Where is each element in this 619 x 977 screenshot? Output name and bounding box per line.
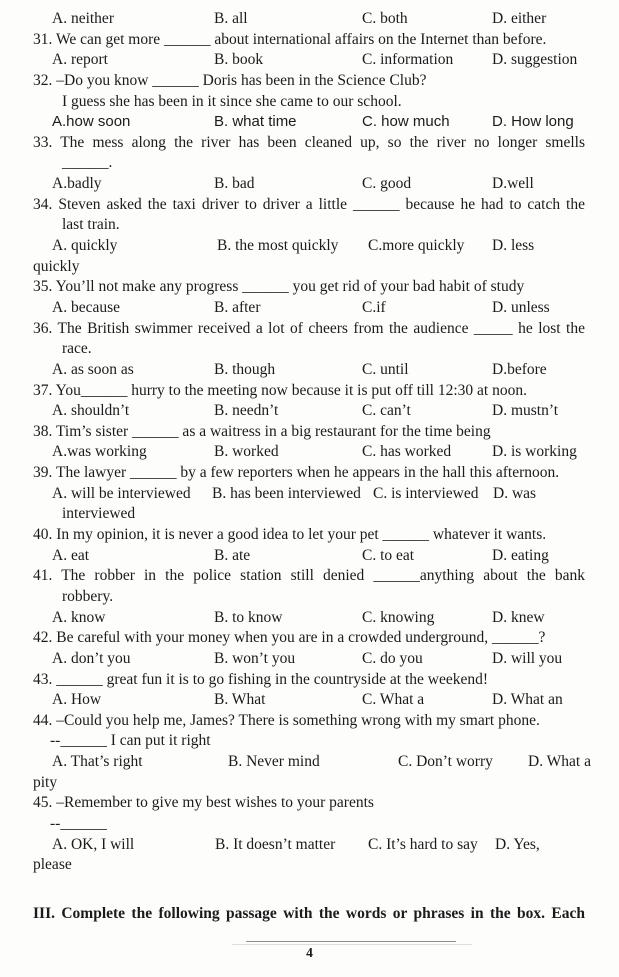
option-a: A. because	[52, 298, 120, 316]
option-b: B. book	[214, 51, 264, 69]
option-row	[0, 236, 619, 257]
option-b: B. ate	[214, 546, 251, 564]
question-line: 33. The mess along the river has been cleaned up, so the river no longer smells	[33, 133, 585, 151]
question-line: 32. –Do you know ______ Doris has been in the Science Club?	[33, 71, 427, 89]
question-line: robbery.	[62, 587, 114, 605]
option-c: C. do you	[362, 649, 423, 667]
option-row	[0, 401, 619, 422]
option-b: B. though	[214, 360, 276, 378]
option-d: D. Yes,	[495, 835, 540, 853]
option-row	[0, 442, 619, 463]
option-b: B. what time	[214, 113, 297, 131]
option-row	[0, 9, 619, 30]
option-b: B. the most quickly	[217, 237, 339, 255]
option-row	[0, 752, 619, 773]
option-a: A. How	[52, 691, 102, 709]
page-number: 4	[306, 945, 313, 960]
option-c: C.more quickly	[368, 237, 465, 255]
option-a: A. That’s right	[52, 753, 143, 771]
option-d: D. What an	[492, 691, 563, 709]
option-a: A. eat	[52, 546, 90, 564]
option-c: C. to eat	[362, 546, 415, 564]
question-list	[0, 9, 619, 876]
question-line: 42. Be careful with your money when you are in a crowded underground, ______?	[33, 629, 546, 647]
option-a: A.how soon	[52, 113, 131, 131]
question-line: pity	[33, 773, 58, 791]
option-b: B. needn’t	[214, 402, 279, 420]
option-b: B. after	[214, 298, 261, 316]
question-line: 40. In my opinion, it is never a good idea to let your pet ______ whatever it wants.	[33, 526, 547, 544]
option-a: A.was working	[52, 443, 147, 461]
question-line: 39. The lawyer ______ by a few reporters when he appears in the hall this afternoon.	[33, 464, 560, 482]
question-line: 45. –Remember to give my best wishes to your parents	[33, 794, 374, 812]
option-d: D. either	[492, 10, 547, 27]
option-row	[0, 298, 619, 319]
option-b: B. worked	[214, 443, 279, 461]
question-line: 38. Tim’s sister ______ as a waitress in a big restaurant for the time being	[33, 422, 491, 440]
option-d: D. less	[492, 237, 535, 255]
option-d: D. suggestion	[492, 51, 578, 69]
option-c: C. What a	[362, 691, 425, 709]
option-row	[0, 50, 619, 71]
question-line: --______	[50, 814, 107, 832]
section-heading: III. Complete the following passage with the words or phrases in the box. Each	[33, 905, 585, 922]
question-line: 34. Steven asked the taxi driver to driver a little ______ because he had to catch the	[33, 195, 585, 213]
option-d: D. will you	[492, 649, 563, 667]
question-line: 43. ______ great fun it is to go fishing in the countryside at the weekend!	[33, 670, 489, 688]
option-row	[0, 360, 619, 381]
option-c: C. Don’t worry	[398, 753, 493, 771]
question-line: 37. You______ hurry to the meeting now because it is put off till 12:30 at noon.	[33, 381, 527, 399]
option-a: A. quickly	[52, 237, 118, 255]
option-c: C. both	[362, 10, 408, 27]
option-d: D.before	[492, 360, 547, 378]
option-a: A. know	[52, 608, 106, 626]
option-d: D. mustn’t	[492, 402, 559, 420]
option-c: C. It’s hard to say	[368, 835, 478, 853]
option-d: D. unless	[492, 298, 550, 316]
option-row	[0, 174, 619, 195]
option-a: A. report	[52, 51, 108, 69]
option-a: A. as soon as	[52, 360, 134, 378]
option-a: A. neither	[52, 10, 114, 27]
option-a: A. don’t you	[52, 649, 131, 667]
option-c: C. information	[362, 51, 454, 69]
option-c: C. how much	[362, 113, 450, 131]
option-row	[0, 484, 619, 505]
option-d: D.well	[492, 175, 534, 193]
option-d: D. was	[493, 484, 537, 502]
question-line: interviewed	[62, 505, 136, 523]
option-a: A. will be interviewed	[52, 484, 191, 502]
option-b: B. to know	[214, 608, 283, 626]
option-a: A. shouldn’t	[52, 402, 130, 420]
option-c: C. can’t	[362, 402, 411, 420]
option-d: D. How long	[492, 113, 574, 131]
option-b: B. It doesn’t matter	[215, 835, 336, 853]
question-line: last train.	[62, 216, 120, 234]
option-d: D. What a	[528, 753, 591, 771]
option-row	[0, 608, 619, 629]
option-d: D. knew	[492, 608, 545, 626]
option-a: A.badly	[52, 175, 102, 193]
option-b: B. Never mind	[228, 753, 320, 771]
option-c: C. until	[362, 360, 409, 378]
option-row	[0, 835, 619, 856]
option-c: C. good	[362, 175, 412, 193]
option-row	[0, 546, 619, 567]
option-d: D. is working	[492, 443, 577, 461]
question-line: quickly	[33, 257, 80, 275]
option-row	[0, 690, 619, 711]
question-line: 36. The British swimmer received a lot of cheers from the audience _____ he lost the	[33, 319, 585, 337]
option-b: B. has been interviewed	[212, 484, 361, 502]
option-c: C.if	[362, 298, 386, 316]
question-line: 35. You’ll not make any progress ______ you get rid of your bad habit of study	[33, 278, 525, 296]
question-line: 31. We can get more ______ about international affairs on the Internet than before.	[33, 30, 547, 48]
question-line: --______ I can put it right	[50, 732, 211, 750]
question-line: 44. –Could you help me, James? There is something wrong with my smart phone.	[33, 711, 540, 729]
footer-divider	[246, 941, 456, 942]
option-row	[0, 649, 619, 670]
option-b: B. all	[214, 10, 248, 27]
option-b: B. bad	[214, 175, 255, 193]
option-d: D. eating	[492, 546, 549, 564]
question-line: ______.	[62, 154, 113, 172]
option-c: C. knowing	[362, 608, 435, 626]
question-line: I guess she has been in it since she came to our school.	[62, 92, 402, 110]
question-line: race.	[62, 340, 92, 358]
option-c: C. has worked	[362, 443, 452, 461]
option-row	[0, 112, 619, 133]
option-a: A. OK, I will	[52, 835, 135, 853]
option-b: B. won’t you	[214, 649, 296, 667]
question-line: please	[33, 856, 72, 874]
question-line: 41. The robber in the police station still denied ______anything about the bank	[33, 567, 585, 585]
option-c: C. is interviewed	[373, 484, 479, 502]
option-b: B. What	[214, 691, 266, 709]
